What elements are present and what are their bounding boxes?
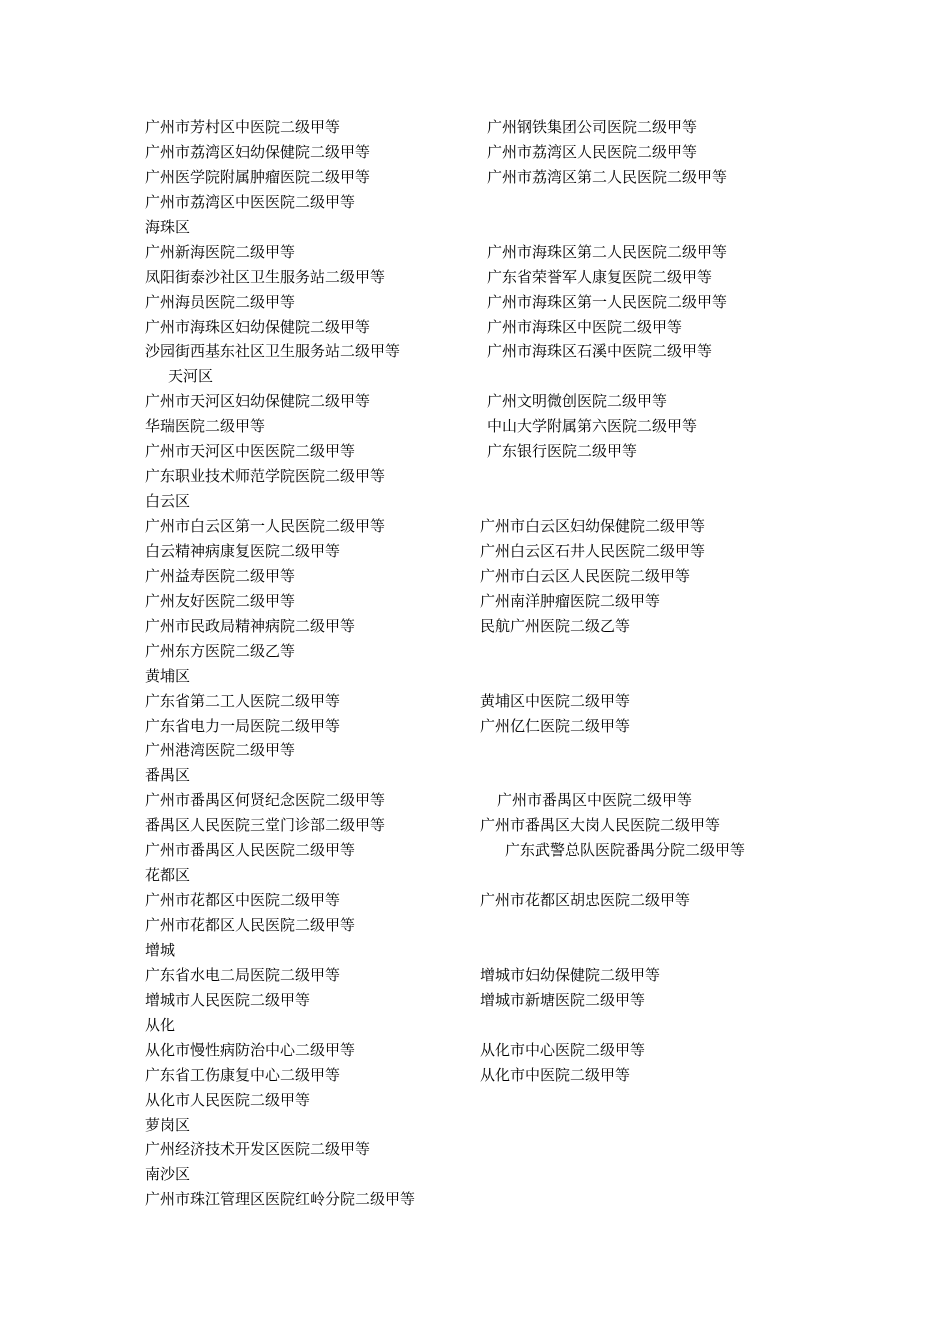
text-line — [0, 1137, 950, 1162]
text-line — [0, 888, 950, 913]
hospital-entry-right: 广州市番禺区中医院二级甲等 — [497, 791, 693, 810]
hospital-entry-left: 广州市白云区第一人民医院二级甲等 — [145, 517, 386, 535]
hospital-entry-right: 广州市花都区胡忠医院二级甲等 — [480, 891, 691, 910]
hospital-entry-left: 广州新海医院二级甲等 — [145, 242, 296, 261]
text-line — [0, 614, 950, 639]
text-line — [0, 389, 950, 414]
hospital-entry-right: 广州南洋肿瘤医院二级甲等 — [480, 591, 661, 610]
text-line — [0, 514, 950, 539]
hospital-entry-left: 广东省水电二局医院二级甲等 — [145, 965, 341, 984]
hospital-entry-left: 广州市芳村区中医院二级甲等 — [145, 118, 341, 136]
text-line — [0, 1013, 950, 1038]
text-line — [0, 1187, 950, 1212]
text-line — [0, 938, 950, 963]
text-line — [0, 1162, 950, 1187]
hospital-entry-right: 广州市海珠区石溪中医院二级甲等 — [487, 342, 713, 361]
hospital-entry-left: 凤阳街泰沙社区卫生服务站二级甲等 — [145, 267, 386, 286]
hospital-entry-left: 白云精神病康复医院二级甲等 — [145, 541, 341, 560]
hospital-entry-right: 广东武警总队医院番禺分院二级甲等 — [505, 841, 746, 860]
hospital-entry-right: 广州市白云区妇幼保健院二级甲等 — [480, 517, 706, 535]
text-line — [0, 714, 950, 739]
text-line — [0, 315, 950, 340]
text-line — [0, 414, 950, 439]
hospital-entry-left: 广州东方医院二级乙等 — [145, 641, 296, 660]
text-line — [0, 539, 950, 564]
district-heading: 萝岗区 — [145, 1115, 191, 1134]
text-line — [0, 838, 950, 863]
hospital-entry-left: 广州益寿医院二级甲等 — [145, 566, 296, 585]
text-line — [0, 963, 950, 988]
text-line — [0, 1113, 950, 1138]
hospital-entry-right: 广州白云区石井人民医院二级甲等 — [480, 541, 706, 560]
text-line — [0, 115, 950, 140]
hospital-entry-left: 广州市番禺区人民医院二级甲等 — [145, 841, 356, 860]
text-line — [0, 439, 950, 464]
text-line — [0, 763, 950, 788]
text-line — [0, 339, 950, 364]
text-line — [0, 738, 950, 763]
hospital-entry-left: 广州市民政局精神病院二级甲等 — [145, 616, 356, 635]
hospital-entry-left: 广州市荔湾区妇幼保健院二级甲等 — [145, 142, 371, 161]
hospital-entry-right: 广州市荔湾区第二人民医院二级甲等 — [487, 167, 728, 186]
hospital-entry-left: 番禺区人民医院三堂门诊部二级甲等 — [145, 816, 386, 835]
hospital-entry-left: 广州海员医院二级甲等 — [145, 292, 296, 311]
text-line — [0, 988, 950, 1013]
text-line — [0, 489, 950, 514]
text-line — [0, 689, 950, 714]
hospital-entry-right: 增城市妇幼保健院二级甲等 — [480, 965, 661, 984]
hospital-entry-right: 民航广州医院二级乙等 — [480, 616, 631, 635]
text-line — [0, 215, 950, 240]
hospital-entry-right: 广州市海珠区第一人民医院二级甲等 — [487, 292, 728, 311]
hospital-entry-left: 广东省电力一局医院二级甲等 — [145, 716, 341, 735]
text-line — [0, 190, 950, 215]
hospital-entry-left: 广州市珠江管理区医院红岭分院二级甲等 — [145, 1190, 416, 1209]
text-line — [0, 639, 950, 664]
hospital-entry-left: 广东省第二工人医院二级甲等 — [145, 691, 341, 710]
hospital-entry-right: 广东省荣誉军人康复医院二级甲等 — [487, 267, 713, 286]
district-heading: 南沙区 — [145, 1165, 191, 1184]
hospital-entry-right: 中山大学附属第六医院二级甲等 — [487, 417, 698, 436]
text-line — [0, 564, 950, 589]
hospital-entry-left: 广州经济技术开发区医院二级甲等 — [145, 1140, 371, 1159]
district-heading: 黄埔区 — [145, 666, 191, 685]
district-heading: 花都区 — [145, 866, 191, 885]
hospital-entry-left: 广州医学院附属肿瘤医院二级甲等 — [145, 167, 371, 186]
text-line — [0, 140, 950, 165]
text-line — [0, 1063, 950, 1088]
text-line — [0, 589, 950, 614]
hospital-entry-left: 广州市花都区中医院二级甲等 — [145, 891, 341, 910]
text-line — [0, 1088, 950, 1113]
hospital-entry-right: 广州市白云区人民医院二级甲等 — [480, 566, 691, 585]
hospital-entry-left: 广州市花都区人民医院二级甲等 — [145, 916, 356, 934]
hospital-entry-left: 广州友好医院二级甲等 — [145, 591, 296, 610]
hospital-entry-left: 广东省工伤康复中心二级甲等 — [145, 1065, 341, 1084]
hospital-entry-right: 广州市海珠区中医院二级甲等 — [487, 317, 683, 336]
hospital-entry-left: 华瑞医院二级甲等 — [145, 417, 266, 436]
text-line — [0, 364, 950, 389]
hospital-entry-right: 广东银行医院二级甲等 — [487, 442, 638, 461]
text-line — [0, 664, 950, 689]
district-heading: 海珠区 — [145, 217, 191, 236]
district-heading: 从化 — [145, 1015, 176, 1034]
hospital-entry-left: 从化市慢性病防治中心二级甲等 — [145, 1040, 356, 1059]
document-body — [0, 115, 950, 1212]
text-line — [0, 863, 950, 888]
hospital-entry-right: 增城市新塘医院二级甲等 — [480, 990, 646, 1009]
text-line — [0, 265, 950, 290]
text-line — [0, 240, 950, 265]
text-line — [0, 813, 950, 838]
district-heading: 天河区 — [168, 367, 214, 386]
hospital-entry-left: 广州港湾医院二级甲等 — [145, 741, 296, 760]
district-heading: 增城 — [145, 940, 176, 959]
district-heading: 白云区 — [145, 492, 191, 511]
hospital-entry-left: 增城市人民医院二级甲等 — [145, 990, 311, 1009]
hospital-entry-left: 广州市海珠区妇幼保健院二级甲等 — [145, 317, 371, 336]
hospital-entry-right: 从化市中医院二级甲等 — [480, 1065, 631, 1084]
hospital-entry-right: 广州市荔湾区人民医院二级甲等 — [487, 142, 698, 161]
hospital-entry-right: 广州钢铁集团公司医院二级甲等 — [487, 118, 698, 136]
text-line — [0, 165, 950, 190]
hospital-entry-right: 从化市中心医院二级甲等 — [480, 1040, 646, 1059]
hospital-entry-right: 黄埔区中医院二级甲等 — [480, 691, 631, 710]
hospital-entry-left: 广东职业技术师范学院医院二级甲等 — [145, 467, 386, 486]
hospital-entry-left: 沙园街西基东社区卫生服务站二级甲等 — [145, 342, 401, 361]
hospital-entry-left: 从化市人民医院二级甲等 — [145, 1090, 311, 1109]
hospital-entry-left: 广州市天河区妇幼保健院二级甲等 — [145, 392, 371, 411]
hospital-entry-right: 广州市海珠区第二人民医院二级甲等 — [487, 242, 728, 261]
hospital-entry-right: 广州文明微创医院二级甲等 — [487, 392, 668, 411]
district-heading: 番禺区 — [145, 766, 191, 785]
hospital-entry-right: 广州亿仁医院二级甲等 — [480, 716, 631, 735]
text-line — [0, 913, 950, 938]
text-line — [0, 464, 950, 489]
text-line — [0, 788, 950, 813]
text-line — [0, 290, 950, 315]
hospital-entry-right: 广州市番禺区大岗人民医院二级甲等 — [480, 816, 721, 835]
hospital-entry-left: 广州市天河区中医医院二级甲等 — [145, 442, 356, 461]
hospital-entry-left: 广州市荔湾区中医医院二级甲等 — [145, 192, 356, 211]
text-line — [0, 1038, 950, 1063]
hospital-entry-left: 广州市番禺区何贤纪念医院二级甲等 — [145, 791, 386, 810]
